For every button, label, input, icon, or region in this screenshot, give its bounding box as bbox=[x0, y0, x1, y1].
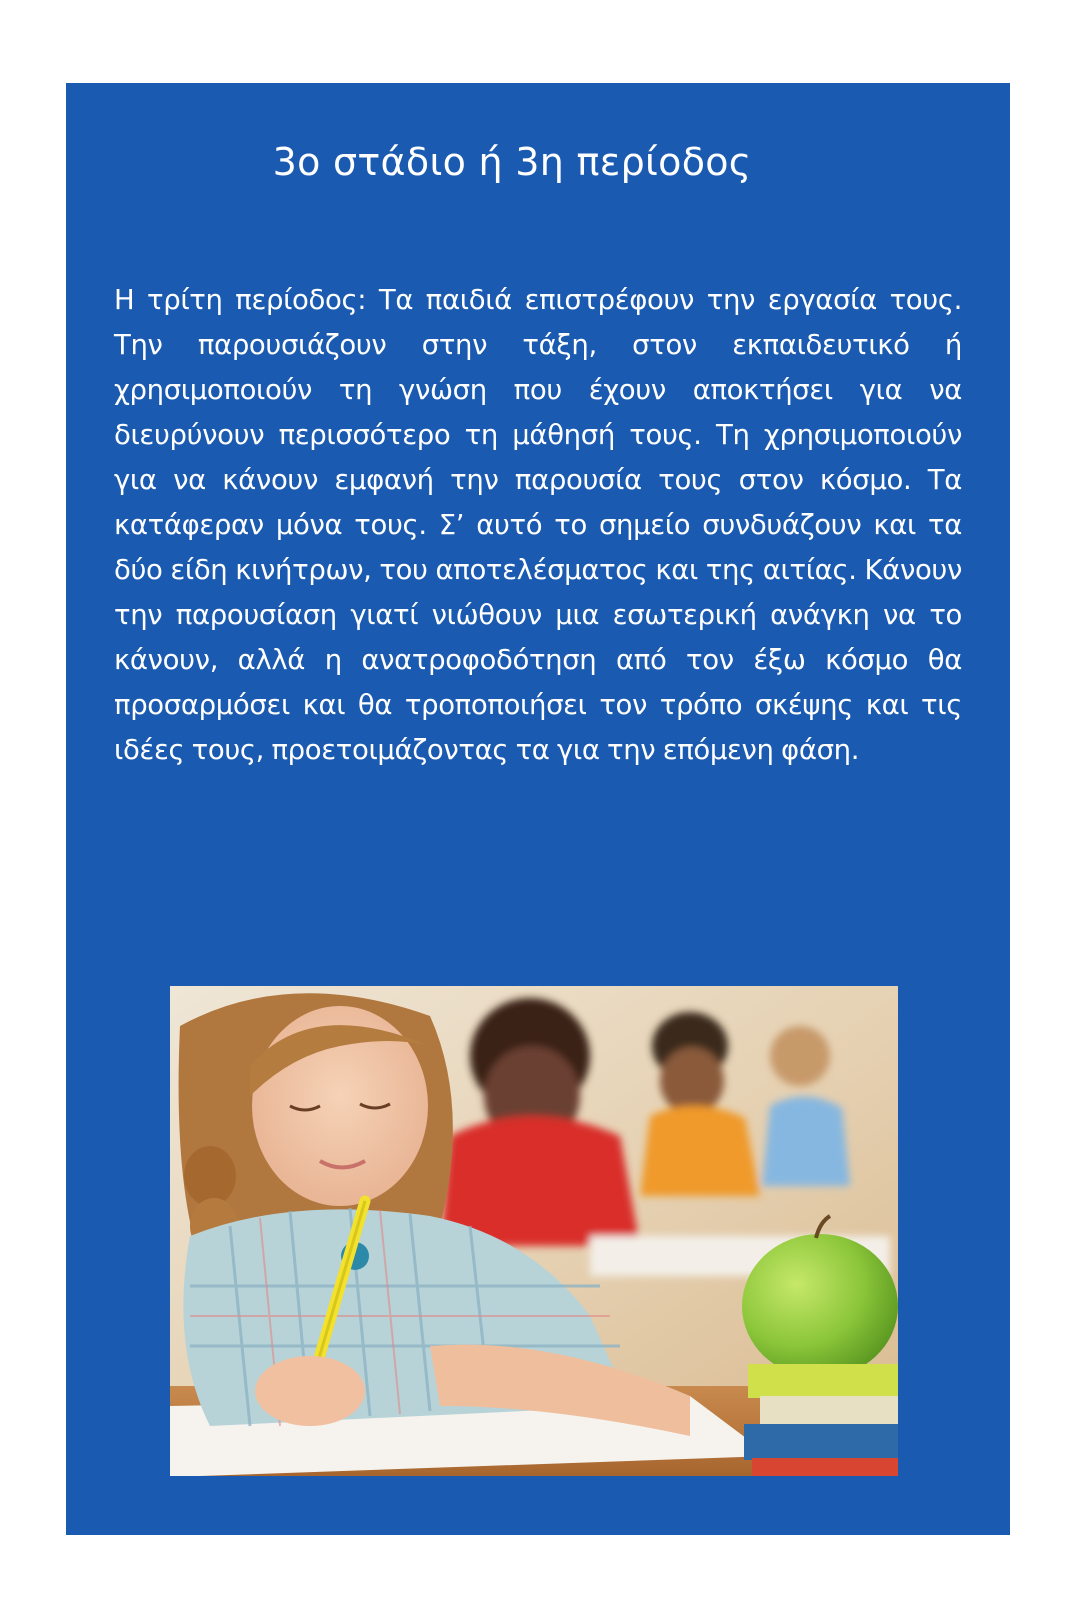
page-title: 3ο στάδιο ή 3η περίοδος bbox=[272, 140, 752, 184]
body-paragraph: Η τρίτη περίοδος: Τα παιδιά επιστρέφουν την εργασία τους. Την παρουσιάζουν στην τάξη, στον εκπαιδευτικό ή χρησιμοποιούν τη γνώση που έχουν αποκτήσει για να διευρύνουν περισσότερο τη μάθησή τους. Τη χρησιμοποιούν για να κάνουν εμφανή την παρουσία τους στον κόσμο. Τα κατάφεραν μόνα τους. Σ’ αυτό το σημείο συνδυάζουν και τα δύο είδη κινήτρων, του αποτελέσματος και της αιτίας. Κάνουν την παρουσίαση γιατί νιώθουν μια εσωτερική ανάγκη να το κάνουν, αλλά η ανατροφοδότηση από τον έξω κόσμο θα προσαρμόσει και θα τροποποιήσει τον τρόπο σκέψης και τις ιδέες τους, προετοιμάζοντας τα για την επόμενη φάση. bbox=[114, 284, 962, 766]
books bbox=[744, 1364, 898, 1476]
hand bbox=[255, 1356, 365, 1426]
photo-illustration bbox=[170, 986, 898, 1476]
classroom-photo bbox=[170, 986, 898, 1476]
